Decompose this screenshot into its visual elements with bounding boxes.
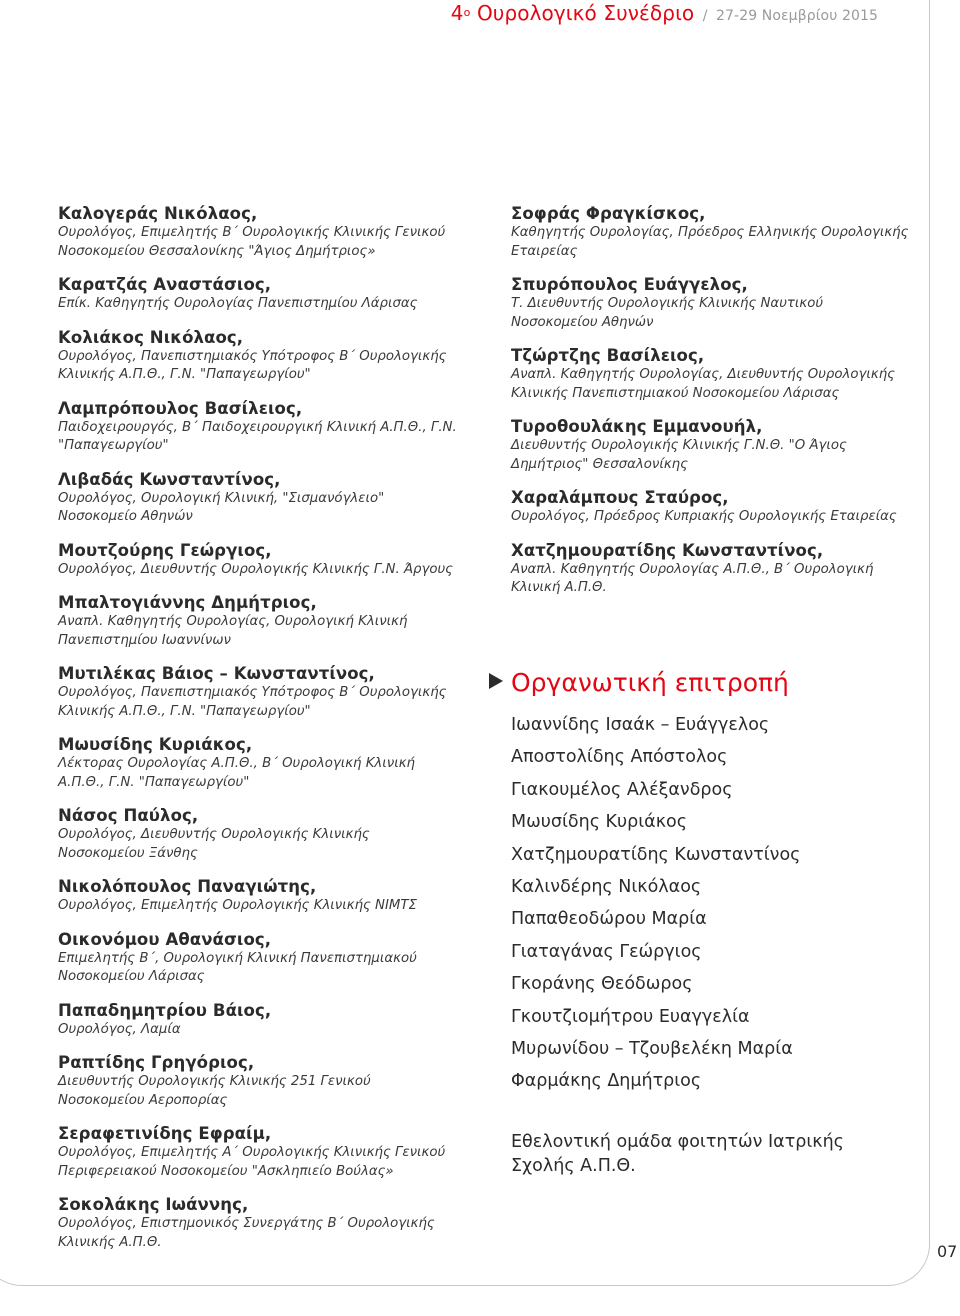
speaker-entry (58, 805, 458, 863)
speaker-name: Μωυσίδης Κυριάκος, (58, 735, 253, 754)
speaker-name: Σπυρόπουλος Ευάγγελος, (511, 275, 748, 294)
speaker-name: Παπαδημητρίου Βάιος, (58, 1000, 272, 1020)
speaker-entry (58, 734, 458, 792)
committee-member: Καλινδέρης Νικόλαος (511, 877, 702, 898)
speaker-role: Διευθυντής Ουρολογικής Κλινικής Γ.Ν.Θ. "Ο Άγιος Δημήτριος" Θεσσαλονίκης (511, 438, 847, 472)
speaker-name: Σοκολάκης Ιωάννης, (58, 1195, 249, 1214)
committee-member: Φαρμάκης Δημήτριος (511, 1071, 702, 1092)
speaker-entry (511, 540, 911, 598)
speaker-name: Τυροθουλάκης Εμμανουήλ, (511, 417, 763, 436)
committee-member: Γιακουμέλος Αλέξανδρος (511, 779, 733, 800)
speaker-role: Αναπλ. Καθηγητής Ουρολογίας, Διευθυντής Ουρολογικής Κλινικής Πανεπιστημιακού Νοσοκομείου Λάρισας (511, 367, 895, 401)
speaker-role: Παιδοχειρουργός, Β΄ Παιδοχειρουργική Κλινική Α.Π.Θ., Γ.Ν. "Παπαγεωργίου" (58, 419, 457, 453)
speaker-entry (58, 1194, 458, 1252)
speaker-entry (511, 416, 911, 474)
committee-member: Ιωαννίδης Ισαάκ – Ευάγγελος (511, 715, 770, 735)
speaker-entry (58, 540, 458, 580)
conference-ordinal-suffix: ο (463, 6, 471, 19)
speaker-name: Σεραφετινίδης Εφραίμ, (58, 1124, 272, 1143)
speaker-name: Οικονόμου Αθανάσιος, (58, 929, 272, 949)
speaker-entry (58, 1000, 458, 1040)
page-number: 07 (937, 1242, 958, 1261)
speaker-entry (58, 327, 458, 385)
speaker-role: Ουρολόγος, Ουρολογική Κλινική, "Σισμανόγλειο" Νοσοκομείο Αθηνών (58, 490, 385, 524)
committee-member: Μυρωνίδου – Τζουβελέκη Μαρία (511, 1039, 793, 1060)
committee-member: Γκουτζιομήτρου Ευαγγελία (511, 1006, 750, 1027)
triangle-bullet-icon (489, 673, 503, 689)
speaker-role: Ουρολόγος, Επιμελητής Α΄ Ουρολογικής Κλινικής Γενικού Περιφερειακού Νοσοκομείου "Ασκληπιείο Βούλας» (58, 1145, 446, 1179)
speaker-name: Κολιάκος Νικόλαος, (58, 327, 244, 347)
speaker-entry (58, 1052, 458, 1110)
speaker-role: Ουρολόγος, Επιμελητής Β΄ Ουρολογικής Κλινικής Γενικού Νοσοκομείου Θεσσαλονίκης "Άγιος Δημήτριος» (58, 225, 446, 259)
speaker-name: Σοφράς Φραγκίσκος, (511, 204, 706, 223)
speaker-entry (58, 663, 458, 721)
committee-member: Χατζημουρατίδης Κωνσταντίνος (511, 844, 801, 865)
speaker-role: Αναπλ. Καθηγητής Ουρολογίας, Ουρολογική Κλινική Πανεπιστημίου Ιωαννίνων (58, 614, 408, 648)
speaker-role: Ουρολόγος, Διευθυντής Ουρολογικής Κλινικής Γ.Ν. Άργους (58, 561, 453, 577)
speaker-entry (58, 398, 458, 456)
speaker-name: Μπαλτογιάννης Δημήτριος, (58, 593, 317, 612)
speakers-column-right (511, 203, 911, 611)
speaker-name: Μουτζούρης Γεώργιος, (58, 540, 272, 560)
speaker-name: Ραπτίδης Γρηγόριος, (58, 1053, 255, 1072)
conference-name: Ουρολογικό Συνέδριο (476, 1, 695, 25)
speaker-entry (58, 203, 458, 261)
speaker-name: Καρατζάς Αναστάσιος, (58, 275, 272, 294)
speaker-role: Λέκτορας Ουρολογίας Α.Π.Θ., Β΄ Ουρολογική Κλινική Α.Π.Θ., Γ.Ν. "Παπαγεωργίου" (58, 756, 415, 790)
speaker-role: Ουρολόγος, Επιμελητής Ουρολογικής Κλινικής ΝΙΜΤΣ (58, 898, 417, 913)
speaker-name: Χατζημουρατίδης Κωνσταντίνος, (511, 540, 824, 560)
section-heading-text: Οργανωτική επιτροπή (511, 668, 789, 697)
committee-member: Μωυσίδης Κυριάκος (511, 812, 687, 833)
speaker-role: Ουρολόγος, Πρόεδρος Κυπριακής Ουρολογικής Εταιρείας (511, 509, 897, 524)
speaker-role: Ουρολόγος, Διευθυντής Ουρολογικής Κλινικής Νοσοκομείου Ξάνθης (58, 827, 370, 861)
speaker-name: Λιβαδάς Κωνσταντίνος, (58, 469, 281, 489)
speaker-role: Διευθυντής Ουρολογικής Κλινικής 251 Γενικού Νοσοκομείου Αεροπορίας (58, 1074, 371, 1108)
committee-member: Γιαταγάνας Γεώργιος (511, 941, 702, 962)
speaker-role: Ουρολόγος, Πανεπιστημιακός Υπότροφος Β΄ Ουρολογικής Κλινικής Α.Π.Θ., Γ.Ν. "Παπαγεωργίου" (58, 685, 447, 719)
title-separator: / (702, 8, 708, 24)
speaker-entry (511, 487, 911, 527)
speaker-role: Ουρολόγος, Πανεπιστημιακός Υπότροφος Β΄ Ουρολογικής Κλινικής Α.Π.Θ., Γ.Ν. "Παπαγεωργίου" (58, 348, 447, 382)
volunteer-team-note: Εθελοντική ομάδα φοιτητών Ιατρικής Σχολής Α.Π.Θ. (511, 1132, 844, 1176)
speaker-name: Νικολόπουλος Παναγιώτης, (58, 877, 317, 896)
conference-ordinal: 4 (450, 1, 464, 25)
speaker-role: Καθηγητής Ουρολογίας, Πρόεδρος Ελληνικής Ουρολογικής Εταιρείας (511, 225, 909, 259)
committee-member: Αποστολίδης Απόστολος (511, 747, 728, 768)
speaker-entry (58, 876, 458, 916)
committee-member: Γκοράνης Θεόδωρος (511, 974, 693, 995)
speaker-role: Τ. Διευθυντής Ουρολογικής Κλινικής Ναυτικού Νοσοκομείου Αθηνών (511, 296, 824, 330)
organizing-committee-heading (489, 668, 789, 697)
speaker-name: Νάσος Παύλος, (58, 806, 199, 825)
speaker-name: Λαμπρόπουλος Βασίλειος, (58, 398, 303, 418)
committee-member: Παπαθεοδώρου Μαρία (511, 909, 707, 930)
speaker-role: Αναπλ. Καθηγητής Ουρολογίας Α.Π.Θ., Β΄ Ουρολογική Κλινική Α.Π.Θ. (511, 561, 874, 595)
speaker-name: Χαραλάμπους Σταύρος, (511, 488, 729, 507)
speaker-name: Τζώρτζης Βασίλειος, (511, 346, 705, 365)
speaker-name: Μυτιλέκας Βάιος – Κωνσταντίνος, (58, 664, 375, 683)
committee-member-list (511, 709, 800, 1098)
speaker-role: Ουρολόγος, Λαμία (58, 1021, 181, 1037)
speakers-column-left (58, 203, 458, 1265)
speaker-entry (58, 929, 458, 987)
speaker-entry (58, 469, 458, 527)
speaker-entry (58, 274, 458, 314)
speaker-name: Καλογεράς Νικόλαος, (58, 204, 258, 223)
speaker-role: Επίκ. Καθηγητής Ουρολογίας Πανεπιστημίου Λάρισας (58, 296, 418, 311)
speaker-entry (58, 1123, 458, 1181)
conference-title (451, 1, 878, 25)
speaker-role: Ουρολόγος, Επιστημονικός Συνεργάτης Β΄ Ουρολογικής Κλινικής Α.Π.Θ. (58, 1216, 435, 1250)
speaker-entry (511, 274, 911, 332)
speaker-role: Επιμελητής Β΄, Ουρολογική Κλινική Πανεπιστημιακού Νοσοκομείου Λάρισας (58, 950, 417, 984)
speaker-entry (511, 345, 911, 403)
speaker-entry (58, 592, 458, 650)
speaker-entry (511, 203, 911, 261)
conference-dates: 27-29 Νοεμβρίου 2015 (716, 8, 878, 24)
